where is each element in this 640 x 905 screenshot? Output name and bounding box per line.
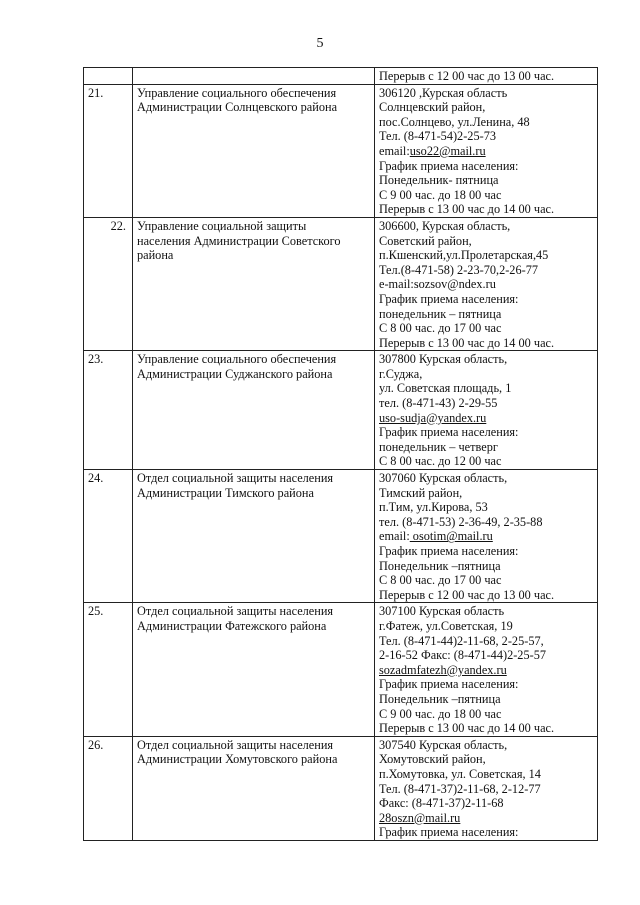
table-row (84, 84, 598, 217)
schedule-break: Перерыв с 13 00 час до 14 00 час. (379, 721, 555, 736)
schedule-heading: График приема населения: (379, 677, 519, 692)
organization-name-line: Администрации Тимского района (137, 485, 314, 500)
district-line: Советский район, (379, 233, 472, 248)
schedule-hours: С 8 00 час. до 12 00 час (379, 454, 502, 469)
social-services-table (83, 67, 598, 841)
row-number-cell (84, 68, 133, 85)
phone-line: Тел.(8-471-58) 2-23-70,2-26-77 (379, 262, 538, 277)
row-number: 24. (84, 470, 133, 603)
organization-name-line: Управление социального обеспечения (137, 352, 337, 367)
organization-cell (133, 351, 375, 470)
phone-line: Тел. (8-471-54)2-25-73 (379, 129, 496, 144)
schedule-days: понедельник – четверг (379, 439, 498, 454)
schedule-days: Понедельник- пятница (379, 173, 499, 188)
organization-name-line: Администрации Солнцевского района (137, 100, 338, 115)
row-number: 22. (84, 217, 133, 350)
organization-cell (133, 217, 375, 350)
district-line: Тимский район, (379, 485, 463, 500)
page-number: 5 (316, 36, 324, 51)
contact-info-cell (375, 736, 598, 840)
organization-name-line: Отдел социальной защиты населения (137, 604, 334, 619)
schedule-heading: График приема населения: (379, 158, 519, 173)
organization-cell (133, 603, 375, 736)
postal-address-line: 307060 Курская область, (379, 471, 508, 486)
table-row (84, 217, 598, 350)
phone-line: тел. (8-471-43) 2-29-55 (379, 396, 498, 411)
schedule-days: понедельник – пятница (379, 306, 502, 321)
district-line: Солнцевский район, (379, 100, 486, 115)
street-address-line: п.Тим, ул.Кирова, 53 (379, 500, 488, 515)
contact-info-cell (375, 351, 598, 470)
schedule-heading: График приема населения: (379, 291, 519, 306)
street-address-line: п.Кшенский,ул.Пролетарская,45 (379, 248, 549, 263)
email-link[interactable]: uso-sudja@yandex.ru (379, 410, 487, 425)
district-line: Хомутовский район, (379, 752, 486, 767)
organization-name-line: Отдел социальной защиты населения (137, 737, 334, 752)
organization-name-line: Управление социальной защиты (137, 218, 307, 233)
schedule-days: Понедельник –пятница (379, 558, 501, 573)
organization-cell (133, 470, 375, 603)
postal-address-line: 307100 Курская область (379, 604, 505, 619)
email-address[interactable]: osotim@mail.ru (409, 529, 493, 544)
schedule-hours: С 9 00 час. до 18 00 час (379, 187, 502, 202)
table-row (84, 351, 598, 470)
schedule-heading: График приема населения: (379, 425, 519, 440)
street-address-line: п.Хомутовка, ул. Советская, 14 (379, 766, 541, 781)
table-row (84, 470, 598, 603)
city-line: г.Суджа, (379, 366, 423, 381)
phone-line: Тел. (8-471-37)2-11-68, 2-12-77 (379, 781, 541, 796)
postal-address-line: 307800 Курская область, (379, 352, 508, 367)
contact-info-cell (375, 470, 598, 603)
contact-info-cell (375, 84, 598, 217)
table-row (84, 736, 598, 840)
row-number: 23. (84, 351, 133, 470)
organization-name-line: Управление социального обеспечения (137, 85, 337, 100)
phone-line: тел. (8-471-53) 2-36-49, 2-35-88 (379, 514, 543, 529)
organization-name-line: района (137, 248, 174, 263)
row-number: 26. (84, 736, 133, 840)
street-address-line: пос.Солнцево, ул.Ленина, 48 (379, 114, 530, 129)
schedule-hours: С 9 00 час. до 18 00 час (379, 706, 502, 721)
phone-fax-line: 2-16-52 Факс: (8-471-44)2-25-57 (379, 648, 546, 663)
schedule-break: Перерыв с 13 00 час до 14 00 час. (379, 335, 555, 350)
fax-line: Факс: (8-471-37)2-11-68 (379, 796, 504, 811)
schedule-hours: С 8 00 час. до 17 00 час (379, 573, 502, 588)
organization-name-line: Администрации Фатежского района (137, 618, 327, 633)
table-row-continuation (84, 68, 598, 85)
email-link[interactable]: 28oszn@mail.ru (379, 810, 461, 825)
postal-address-line: 306120 ,Курская область (379, 85, 508, 100)
schedule-break-line: Перерыв с 12 00 час до 13 00 час. (379, 69, 555, 83)
postal-address-line: 306600, Курская область, (379, 218, 511, 233)
email-address[interactable]: uso22@mail.ru (409, 143, 486, 158)
street-address-line: ул. Советская площадь, 1 (379, 381, 512, 396)
organization-cell (133, 736, 375, 840)
schedule-hours: С 8 00 час. до 17 00 час (379, 321, 502, 336)
postal-address-line: 307540 Курская область, (379, 737, 508, 752)
organization-name-line: Отдел социальной защиты населения (137, 471, 334, 486)
organization-name-line: населения Администрации Советского (137, 233, 341, 248)
phone-line: Тел. (8-471-44)2-11-68, 2-25-57, (379, 633, 544, 648)
schedule-break: Перерыв с 12 00 час до 13 00 час. (379, 587, 555, 602)
organization-cell (133, 84, 375, 217)
email-link[interactable]: sozadmfatezh@yandex.ru (379, 662, 507, 677)
contact-info-cell (375, 217, 598, 350)
organization-name-line: Администрации Хомутовского района (137, 752, 338, 767)
email-line: email: osotim@mail.ru (379, 529, 493, 544)
organization-name-line: Администрации Суджанского района (137, 366, 333, 381)
schedule-heading: График приема населения: (379, 825, 519, 840)
organization-cell (133, 68, 375, 85)
email-line: e-mail:sozsov@ndex.ru (379, 277, 496, 292)
row-number: 21. (84, 84, 133, 217)
schedule-heading: График приема населения: (379, 544, 519, 558)
schedule-days: Понедельник –пятница (379, 691, 501, 706)
street-address-line: г.Фатеж, ул.Советская, 19 (379, 618, 513, 633)
table-row (84, 603, 598, 736)
email-line: email:uso22@mail.ru (379, 143, 486, 158)
schedule-break: Перерыв с 13 00 час до 14 00 час. (379, 202, 555, 217)
email-address[interactable]: sozsov@ndex.ru (413, 277, 496, 292)
contact-info-cell (375, 68, 598, 85)
row-number: 25. (84, 603, 133, 736)
contact-info-cell (375, 603, 598, 736)
